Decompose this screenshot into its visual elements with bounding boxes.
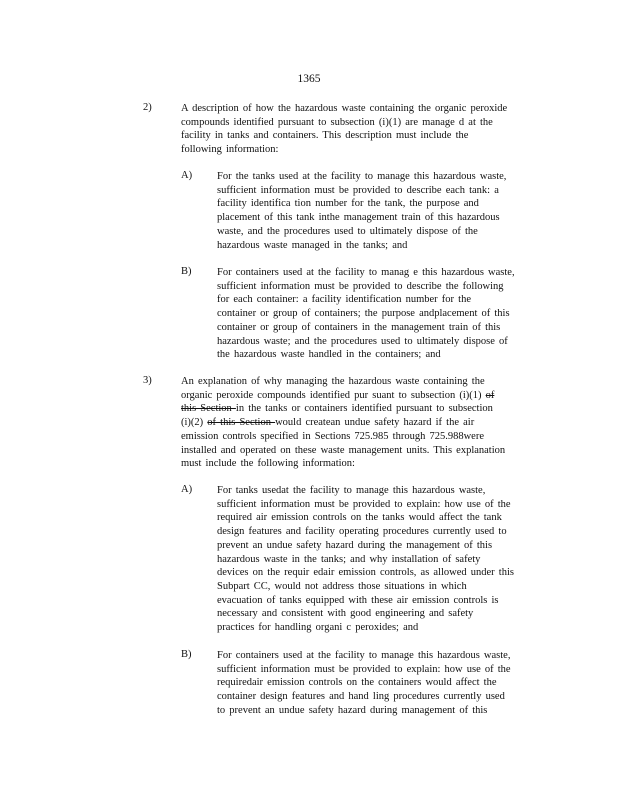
text-line: following information: [181,144,279,156]
text-line: requiredair emission controls on the containers would affect the [217,677,497,689]
text-line: For containers used at the facility to manag e this hazardous waste, [217,267,515,278]
text-line: the hazardous waste handled in the containers; and [217,349,441,361]
text-line: container or group of containers in the management train of this [217,321,501,333]
text-line: design features and facility operating procedures currently used to [217,526,507,538]
text-line: for each container: a facility identification number for the [217,294,471,306]
text-line: compounds identified pursuant to subsection (i)(1) are manage d at the [181,116,493,128]
text-line: For tanks usedat the facility to manage this hazardous waste, [217,485,486,496]
text-line: facility in tanks and containers. This description must include the [181,130,469,142]
text-line: hazardous waste; and the procedures used to ultimately dispose of [217,335,508,347]
text-line: prevent an undue safety hazard during the management of this [217,539,493,551]
struck-text: of this Section [207,417,276,429]
item-3a-letter: A) [181,484,193,495]
text-line: waste, and the procedures used to ultimately dispose of the [217,225,478,237]
text-line: hazardous waste managed in the tanks; and [217,239,408,251]
text-line [181,389,553,403]
text-line: installed and operated on these waste management units. This explanation [181,444,506,456]
text-line: hazardous waste in the tanks; and why installation of safety [217,553,481,565]
text-line: container design features and hand ling procedures currently used [217,691,505,703]
section-2-number: 2) [143,102,152,113]
text-line: emission controls specified in Sections 725.985 through 725.988were [181,430,484,442]
text-run: would createan undue safety hazard if the air [275,417,475,429]
text-line: For the tanks used at the facility to manage this hazardous waste, [217,171,507,182]
section-2-paragraph [181,102,553,157]
text-line [181,402,553,416]
text-line: required air emission controls on the tanks would affect the tank [217,512,502,524]
text-line: necessary and consistent with good engineering and safety [217,608,474,620]
text-run: organic peroxide compounds identified pur suant to subsection (i)(1) [181,389,486,401]
text-run: (i)(2) [181,417,208,429]
struck-text: of [485,389,495,401]
item-2b-letter: B) [181,266,192,277]
text-line: A description of how the hazardous waste containing the organic peroxide [181,103,508,114]
text-line: sufficient information must be provided to describe the following [217,280,504,292]
text-line: sufficient information must be provided to describe each tank: a [217,184,499,196]
item-3b-paragraph [217,649,552,718]
text-line: For containers used at the facility to manage this hazardous waste, [217,650,511,661]
item-2b-paragraph [217,266,547,362]
text-line [181,416,553,430]
item-2a-paragraph [217,170,547,252]
item-3a-paragraph [217,484,552,635]
text-line: practices for handling organi c peroxides; and [217,622,419,634]
text-line: must include the following information: [181,458,355,470]
text-line: placement of this tank inthe management train of this hazardous [217,212,500,224]
item-2a-letter: A) [181,170,193,181]
text-line: Subpart CC, would not address those situations in which [217,580,467,592]
text-line: facility identifica tion number for the tank, the purpose and [217,198,479,210]
page-number: 1365 [297,73,321,85]
item-3b-letter: B) [181,649,192,660]
text-run: in the tanks or containers identified pursuant to subsection [235,403,493,415]
text-line: container or group of containers; the purpose andplacement of this [217,308,510,320]
section-3-paragraph [181,375,553,471]
text-line: devices on the requir edair emission controls, as allowed under this [217,567,514,579]
text-line: to prevent an undue safety hazard during management of this [217,704,488,716]
struck-text: this Section [181,403,236,415]
text-line: sufficient information must be provided to explain: how use of the [217,663,511,675]
section-3-number: 3) [143,375,152,386]
text-line: evacuation of tanks equipped with these air emission controls is [217,594,499,606]
text-line: sufficient information must be provided to explain: how use of the [217,498,511,510]
text-line: An explanation of why managing the hazardous waste containing the [181,376,485,387]
